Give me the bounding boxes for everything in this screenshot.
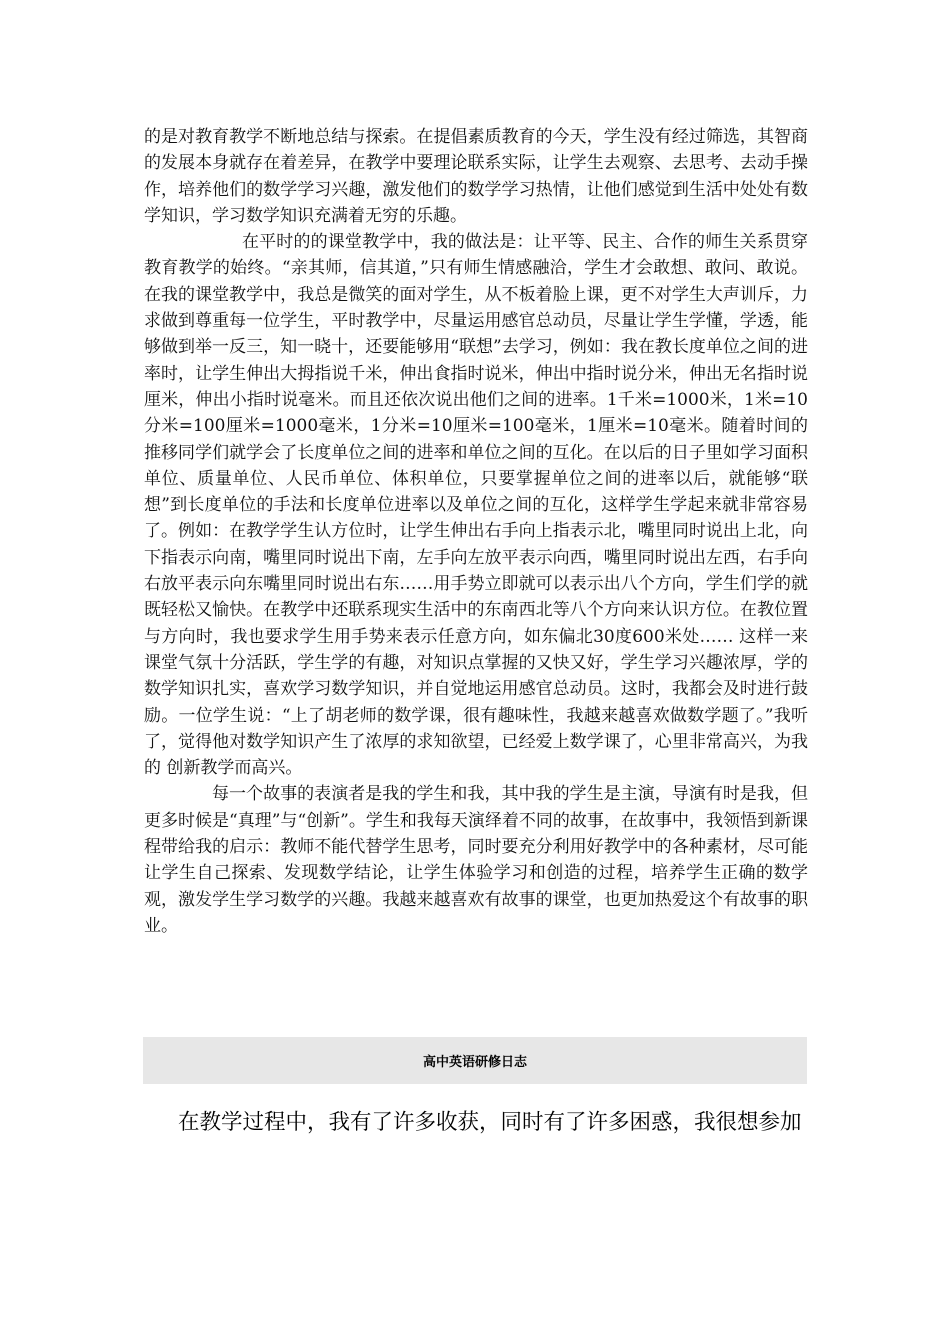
next-section-first-line: 在教学过程中，我有了许多收获，同时有了许多困惑，我很想参加 [178, 1110, 802, 1135]
section-title: 高中英语研修日志 [422, 1055, 527, 1070]
paragraph-2: 在平时的的课堂教学中，我的做法是：让平等、民主、合作的师生关系贯穿教育教学的始终。“亲其师，信其道，”只有师生情感融洽，学生才会敢想、敢问、敢说。在我的课堂教学中，我总是微笑的面对学生，从不板着脸上课，更不对学生大声训斥，力求做到尊重每一位学生，平时教学中，尽量运用感官总动员，尽量让学生学懂，学透，能够做到举一反三，知一晓十，还要能够用“联想”去学习，例如：我在教长度单位之间的进率时，让学生伸出大拇指说千米，伸出食指时说米，伸出中指时说分米，伸出无名指时说厘米，伸出小指时说毫米。而且还依次说出他们之间的进率。1千米=1000米，1米=10分米=100厘米=1000毫米，1分米=10厘米=100毫米，1厘米=10毫米。随着时间的推移同学们就学会了长度单位之间的进率和单位之间的互化。在以后的日子里如学习面积单位、质量单位、人民币单位、体积单位，只要掌握单位之间的进率以后，就能够“联想”到长度单位的手法和长度单位进率以及单位之间的互化，这样学生学起来就非常容易了。例如：在教学学生认方位时，让学生伸出右手向上指表示北，嘴里同时说出上北，向下指表示向南，嘴里同时说出下南，左手向左放平表示向西，嘴里同时说出左西，右手向右放平表示向东嘴里同时说出右东……用手势立即就可以表示出八个方向，学生们学的就既轻松又愉快。在教学中还联系现实生活中的东南西北等八个方向来认识方位。在教位置与方向时，我也要求学生用手势来表示任意方向，如东偏北30度600米处…… 这样一来课堂气氛十分活跃，学生学的有趣，对知识点掌握的又快又好，学生学习兴趣浓厚，学的数学知识扎实，喜欢学习数学知识，并自觉地运用感官总动员。这时，我都会及时进行鼓励。一位学生说：“上了胡老师的数学课，很有趣味性，我越来越喜欢做数学题了。”我听了，觉得他对数学知识产生了浓厚的求知欲望，已经爱上数学课了，心里非常高兴，为我的 创新教学而高兴。 [144, 232, 808, 779]
section-title-band [143, 1037, 807, 1084]
paragraph-3: 每一个故事的表演者是我的学生和我，其中我的学生是主演，导演有时是我，但更多时候是“真理”与“创新”。学生和我每天演绎着不同的故事，在故事中，我领悟到新课程带给我的启示：教师不能代替学生思考，同时要充分利用好教学中的各种素材，尽可能让学生自己探索、发现数学结论，让学生体验学习和创造的过程，培养学生正确的数学观，激发学生学习数学的兴趣。我越来越喜欢有故事的课堂，也更加热爱这个有故事的职业。 [144, 784, 808, 936]
paragraph-1: 的是对教育教学不断地总结与探索。在提倡素质教育的今天，学生没有经过筛选，其智商的发展本身就存在着差异，在教学中要理论联系实际，让学生去观察、去思考、去动手操作，培养他们的数学学习兴趣，激发他们的数学学习热情，让他们感觉到生活中处处有数学知识，学习数学知识充满着无穷的乐趣。 [144, 127, 808, 226]
document-body [144, 124, 808, 939]
